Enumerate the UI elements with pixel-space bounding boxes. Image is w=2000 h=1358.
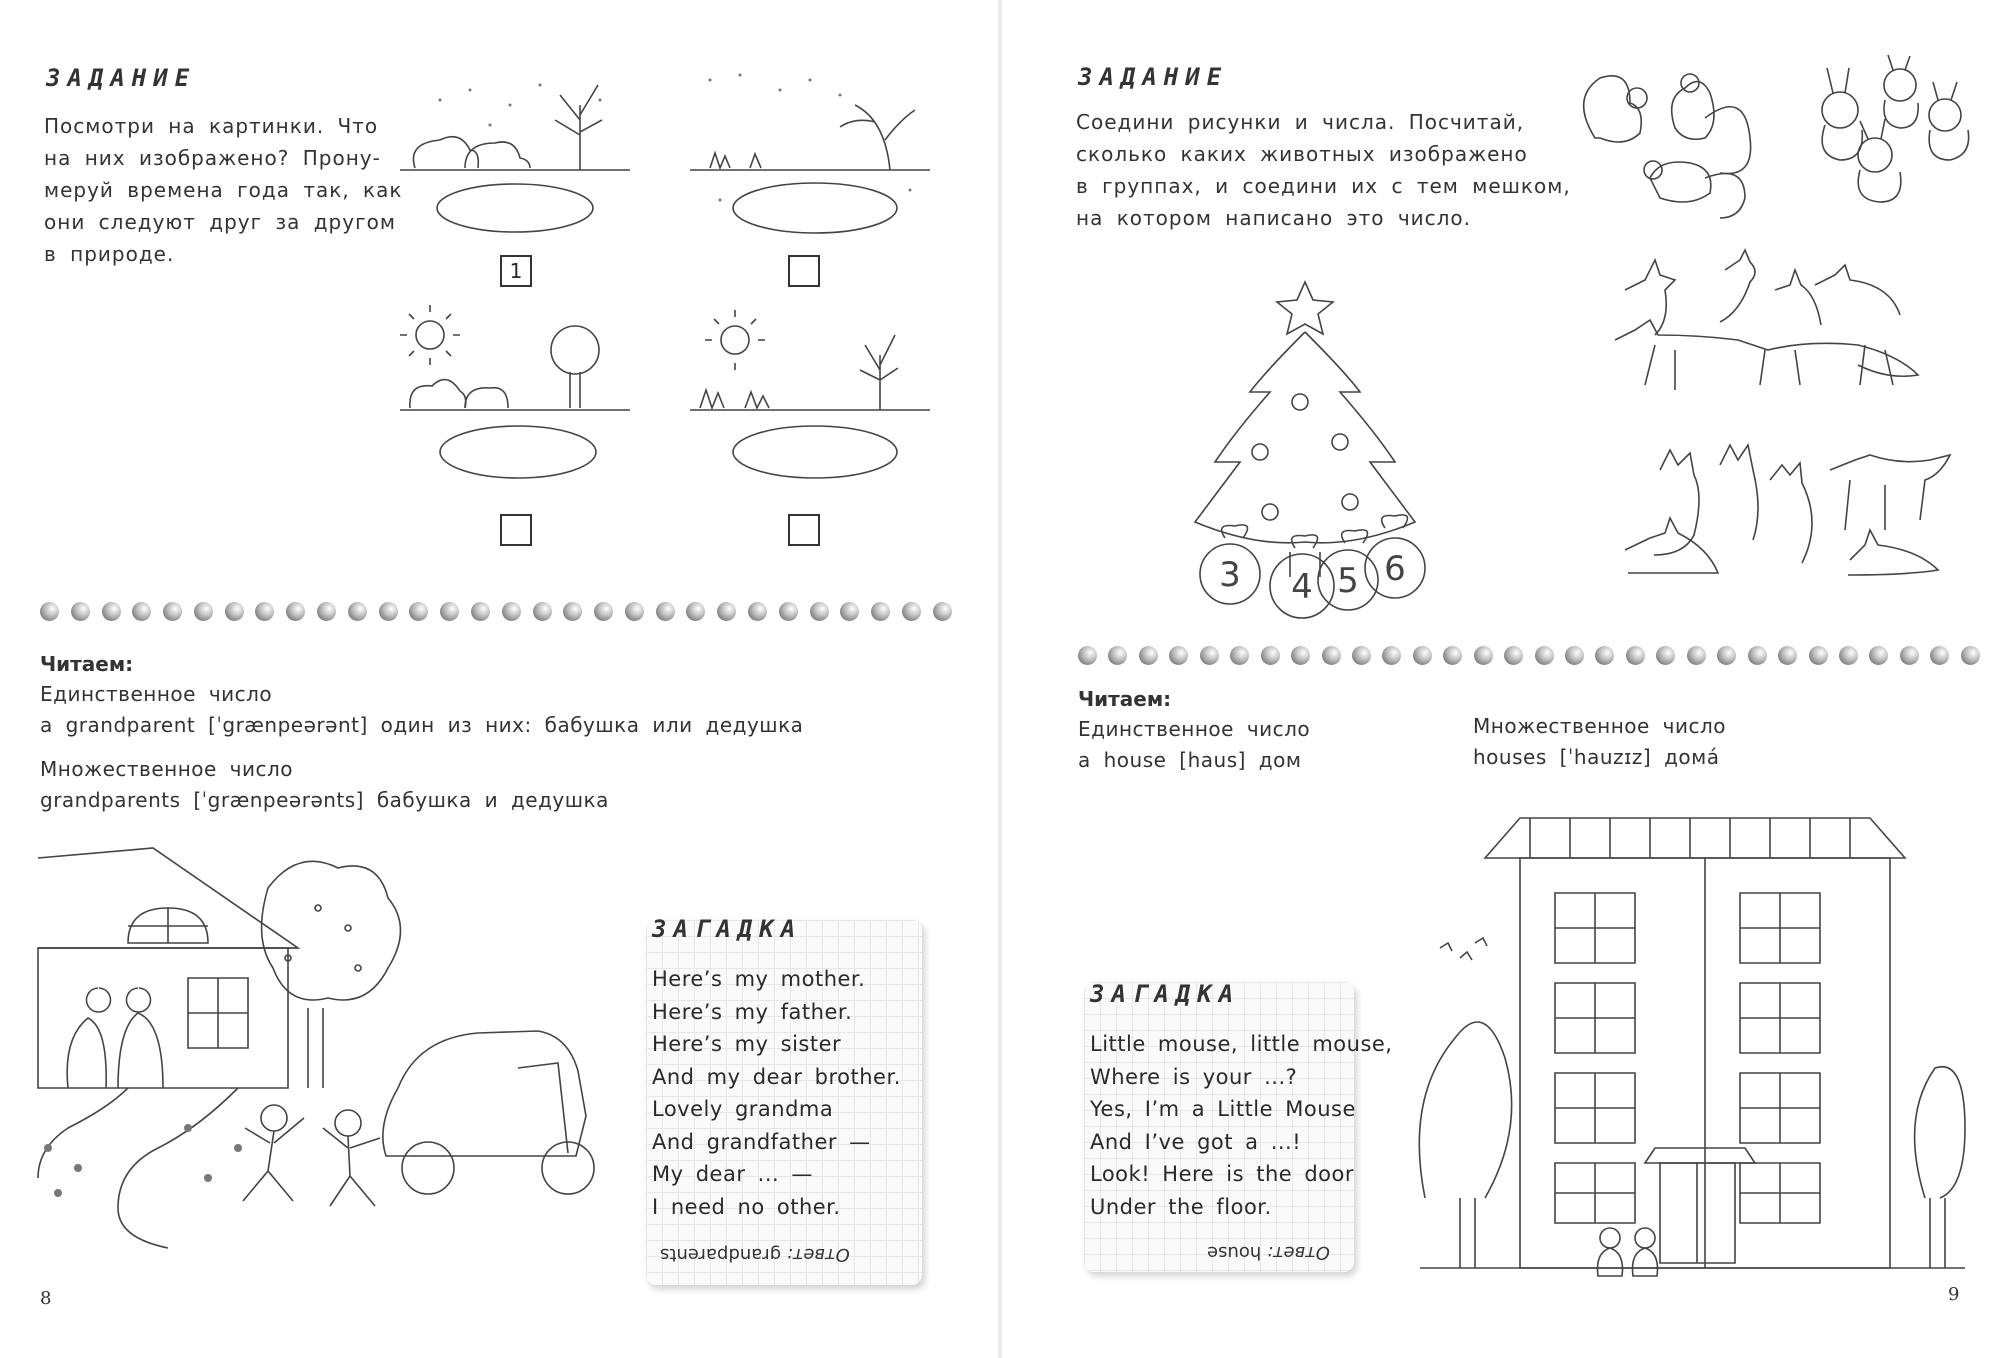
- autumn-scene-illustration: [690, 60, 930, 250]
- task-text-line: на котором написано это число.: [1076, 206, 1472, 230]
- poem-line: Lovely grandma: [652, 1097, 834, 1121]
- riddle-poem: [1090, 1028, 1392, 1223]
- poem-line: I need no other.: [652, 1194, 841, 1219]
- winter-scene-illustration: [400, 60, 630, 250]
- answer-value: house: [1207, 1242, 1262, 1263]
- poem-line: Here’s my sister: [652, 1032, 842, 1056]
- bag-number[interactable]: 3: [1219, 555, 1241, 595]
- bag-number[interactable]: 4: [1291, 567, 1313, 607]
- poem-line: Here’s my father.: [652, 999, 853, 1024]
- wolves-illustration: [1620, 440, 1955, 610]
- answer-value: grandparents: [660, 1244, 782, 1265]
- reading-title: Читаем:: [1078, 687, 1172, 711]
- poem-line: And grandfather —: [652, 1129, 871, 1154]
- foxes-illustration: [1615, 250, 1965, 400]
- riddle-title: ЗАГАДКА: [1090, 980, 1241, 1008]
- task-text-line: в природе.: [44, 242, 175, 266]
- answer-label: Ответ:: [786, 1244, 850, 1265]
- task-text-line: они следуют друг за другом: [44, 210, 396, 234]
- riddle-answer: [1207, 1242, 1330, 1263]
- season-number-box[interactable]: [500, 514, 532, 546]
- singular-label: Единственное число: [40, 682, 273, 706]
- season-number-box[interactable]: [788, 514, 820, 546]
- right-page: [1000, 0, 2000, 1358]
- riddle-answer: [660, 1244, 850, 1265]
- season-number-box[interactable]: [788, 255, 820, 287]
- riddle-title: ЗАГАДКА: [652, 915, 803, 943]
- family-house-illustration: [38, 848, 633, 1258]
- page-number: 9: [1948, 1284, 1960, 1305]
- season-number-box[interactable]: 1: [500, 255, 532, 287]
- answer-label: Ответ:: [1267, 1242, 1330, 1263]
- number-bags: [1185, 518, 1435, 623]
- riddle-poem: [652, 963, 901, 1223]
- dot-divider: [1078, 646, 1980, 668]
- plural-label: Множественное число: [40, 757, 294, 781]
- plural-line: grandparents [ˈgrænpeərənts] бабушка и дедушка: [40, 788, 609, 812]
- poem-line: Yes, I’m a Little Mouse: [1090, 1097, 1356, 1121]
- squirrels-illustration: [1575, 58, 1755, 228]
- task-text-line: на них изображено? Прону-: [44, 146, 381, 170]
- rabbits-illustration: [1805, 55, 1980, 215]
- dot-divider: [40, 602, 952, 624]
- singular-line: a grandparent [ˈgrænpeərənt] один из них: бабушка или дедушка: [40, 713, 804, 737]
- singular-line: a house [haus] дом: [1078, 748, 1302, 772]
- poem-line: And I’ve got a ...!: [1090, 1129, 1302, 1154]
- task-text: [1076, 106, 1571, 234]
- plural-label: Множественное число: [1473, 714, 1727, 738]
- poem-line: Under the floor.: [1090, 1194, 1272, 1219]
- reading-title: Читаем:: [40, 652, 134, 676]
- apartment-building-illustration: [1420, 818, 1965, 1283]
- bag-number[interactable]: 5: [1337, 561, 1359, 601]
- poem-line: Look! Here is the door: [1090, 1162, 1355, 1186]
- bag-number[interactable]: 6: [1384, 549, 1406, 589]
- task-text-line: Соедини рисунки и числа. Посчитай,: [1076, 110, 1525, 134]
- poem-line: Little mouse, little mouse,: [1090, 1032, 1393, 1056]
- page-number: 8: [40, 1288, 52, 1309]
- task-text-line: сколько каких животных изображено: [1076, 142, 1528, 166]
- poem-line: And my dear brother.: [652, 1064, 901, 1089]
- singular-label: Единственное число: [1078, 717, 1311, 741]
- poem-line: Where is your ...?: [1090, 1064, 1298, 1089]
- task-heading: ЗАДАНИЕ: [46, 64, 197, 92]
- summer-scene-illustration: [400, 300, 630, 500]
- task-text-line: в группах, и соедини их с тем мешком,: [1076, 174, 1571, 198]
- plural-line: houses [ˈhauzɪz] домá: [1473, 745, 1720, 769]
- task-text-line: Посмотри на картинки. Что: [44, 114, 379, 138]
- task-text-line: меруй времена года так, как: [44, 178, 403, 202]
- poem-line: My dear ... —: [652, 1162, 813, 1186]
- poem-line: Here’s my mother.: [652, 967, 866, 991]
- spring-scene-illustration: [690, 300, 930, 500]
- task-text: [44, 110, 402, 270]
- task-heading: ЗАДАНИЕ: [1078, 63, 1229, 91]
